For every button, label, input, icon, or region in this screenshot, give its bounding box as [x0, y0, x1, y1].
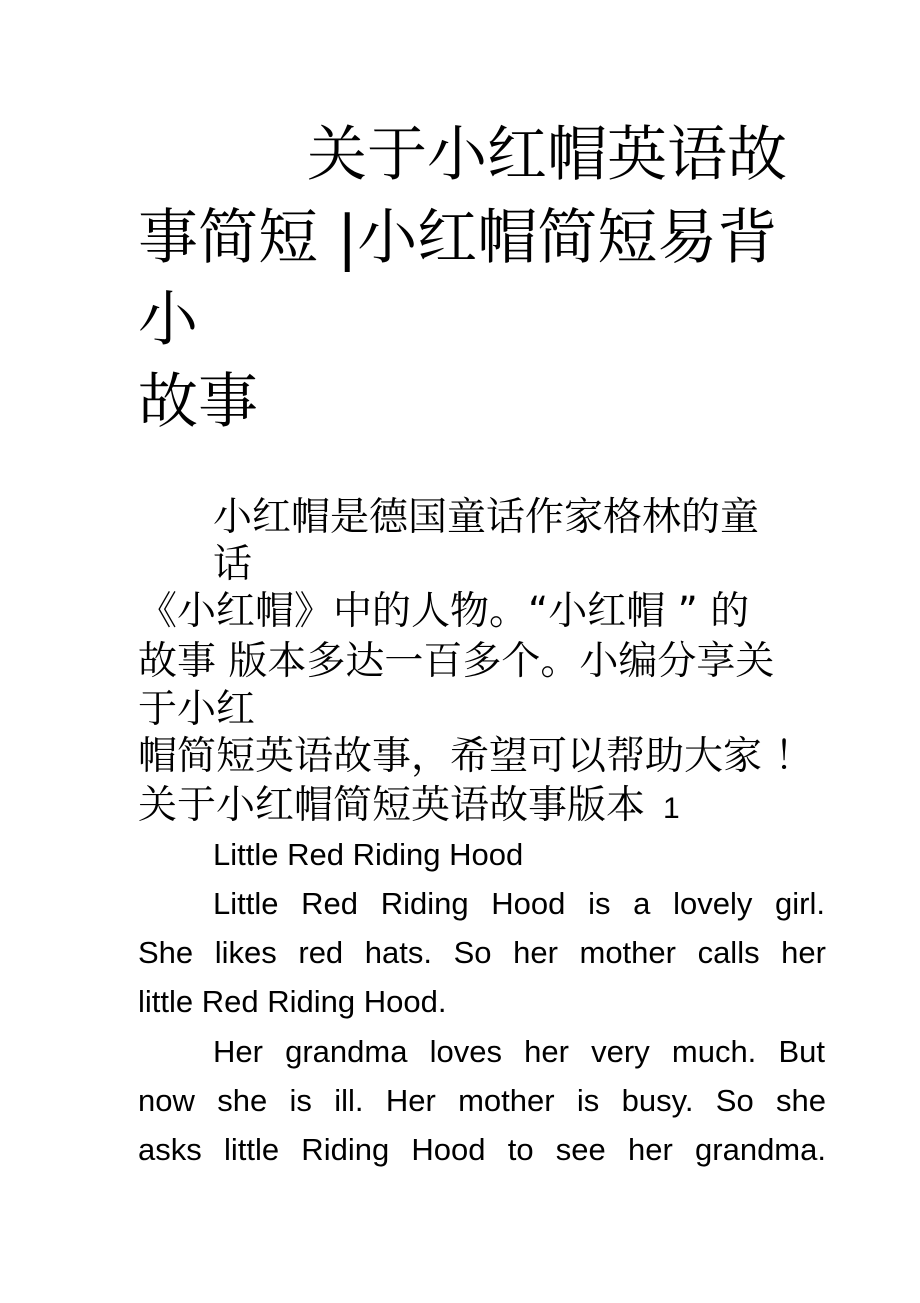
- intro-line-4: 故事 版本多达一百多个。小编分享关: [138, 639, 775, 684]
- version-heading: 关于小红帽简短英语故事版本: [138, 783, 646, 828]
- version-number: 1: [663, 792, 680, 825]
- title-line-1: 关于小红帽英语故: [307, 120, 787, 190]
- paragraph2-line-2: [138, 1085, 826, 1116]
- p1-line2-text: She likes red hats. So her mother calls her: [138, 935, 826, 970]
- intro-line-5: 于小红: [138, 687, 256, 732]
- intro-line-2: 话: [213, 542, 253, 587]
- p2-line3-text: asks little Riding Hood to see her grandma.: [138, 1132, 826, 1167]
- p2-line2-text: now she is ill. Her mother is busy. So she: [138, 1083, 826, 1118]
- intro-line-1: 小红帽是德国童话作家格林的童: [213, 495, 760, 540]
- paragraph2-line-1: [213, 1036, 825, 1067]
- paragraph1-line-3: little Red Riding Hood.: [138, 984, 447, 1019]
- p2-line1-text: Her grandma loves her very much. But: [213, 1034, 825, 1069]
- intro-line-3: 《小红帽》中的人物。“小红帽 ” 的: [138, 589, 750, 634]
- paragraph1-line-1: [213, 888, 825, 919]
- title-line-2: 事简短 |小红帽简短易背: [138, 203, 778, 273]
- intro-line-7: [138, 783, 680, 828]
- intro-line-6: 帽简短英语故事，希望可以帮助大家 ！: [138, 734, 814, 779]
- title-line-4: 故事: [138, 367, 258, 437]
- story-title: Little Red Riding Hood: [213, 837, 524, 872]
- title-line-3: 小: [138, 285, 198, 355]
- paragraph2-line-3: [138, 1134, 826, 1165]
- p1-line1-text: Little Red Riding Hood is a lovely girl.: [213, 886, 825, 921]
- paragraph1-line-2: [138, 937, 826, 968]
